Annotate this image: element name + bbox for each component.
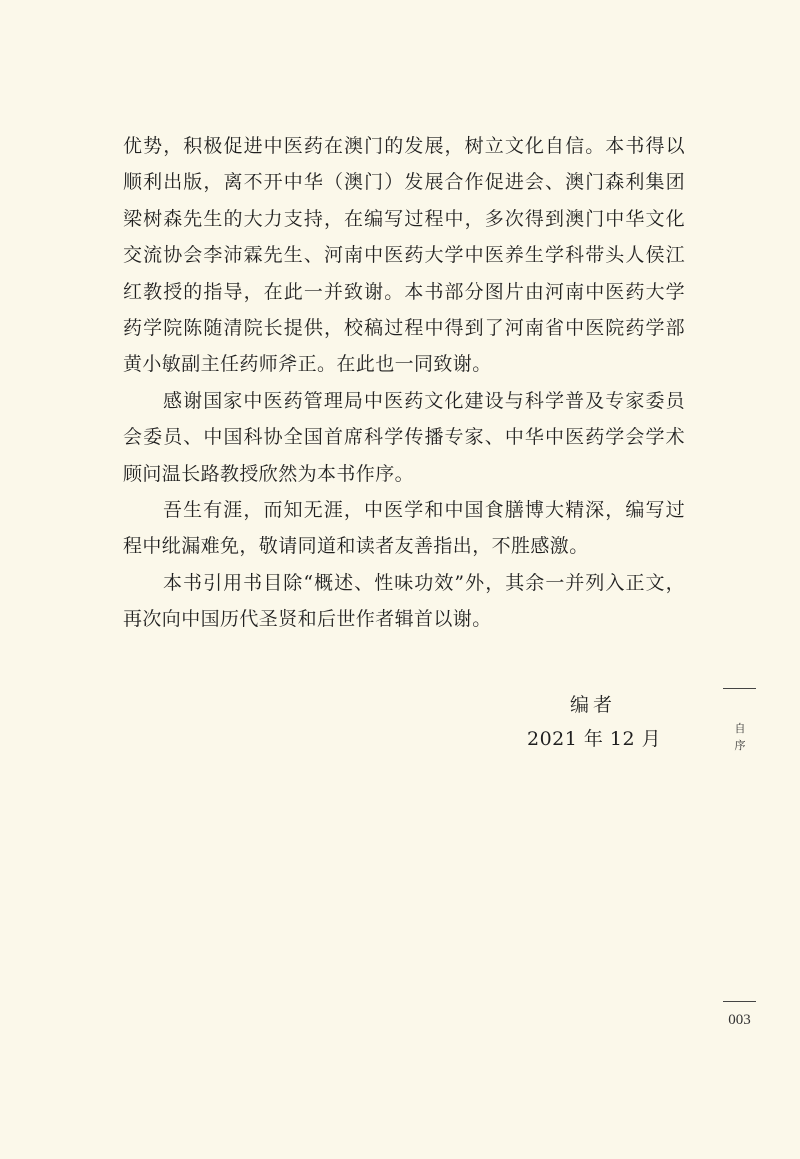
paragraph-apology: 吾生有涯，而知无涯，中医学和中国食膳博大精深，编写过程中纰漏难免，敬请同道和读者友善指出，不胜感激。 [123, 499, 685, 558]
paragraph-acknowledgements: 优势，积极促进中医药在澳门的发展，树立文化自信。本书得以顺利出版，离不开中华（澳门）发展合作促进会、澳门森利集团梁树森先生的大力支持，在编写过程中，多次得到澳门中华文化交流协会李沛霖先生、河南中医药大学中医养生学科带头人侯江红教授的指导，在此一并致谢。本书部分图片由河南中医药大学药学院陈随清院长提供，校稿过程中得到了河南省中医院药学部黄小敏副主任药师斧正。在此也一同致谢。 [123, 135, 685, 376]
margin-divider-top [723, 688, 756, 689]
margin-divider-bottom [723, 1001, 756, 1002]
page-number: 003 [728, 1012, 751, 1028]
section-label: 自序 [734, 722, 746, 752]
paragraph-references: 本书引用书目除“概述、性味功效”外，其余一并列入正文，再次向中国历代圣贤和后世作者辑首以谢。 [123, 571, 685, 631]
paragraph-preface-thanks: 感谢国家中医药管理局中医药文化建设与科学普及专家委员会委员、中国科协全国首席科学传播专家、中华中医药学会学术顾问温长路教授欣然为本书作序。 [123, 389, 685, 485]
body-text [123, 128, 685, 638]
signature-author: 编者 [570, 694, 617, 716]
signature-date: 2021 年 12 月 [527, 728, 662, 750]
